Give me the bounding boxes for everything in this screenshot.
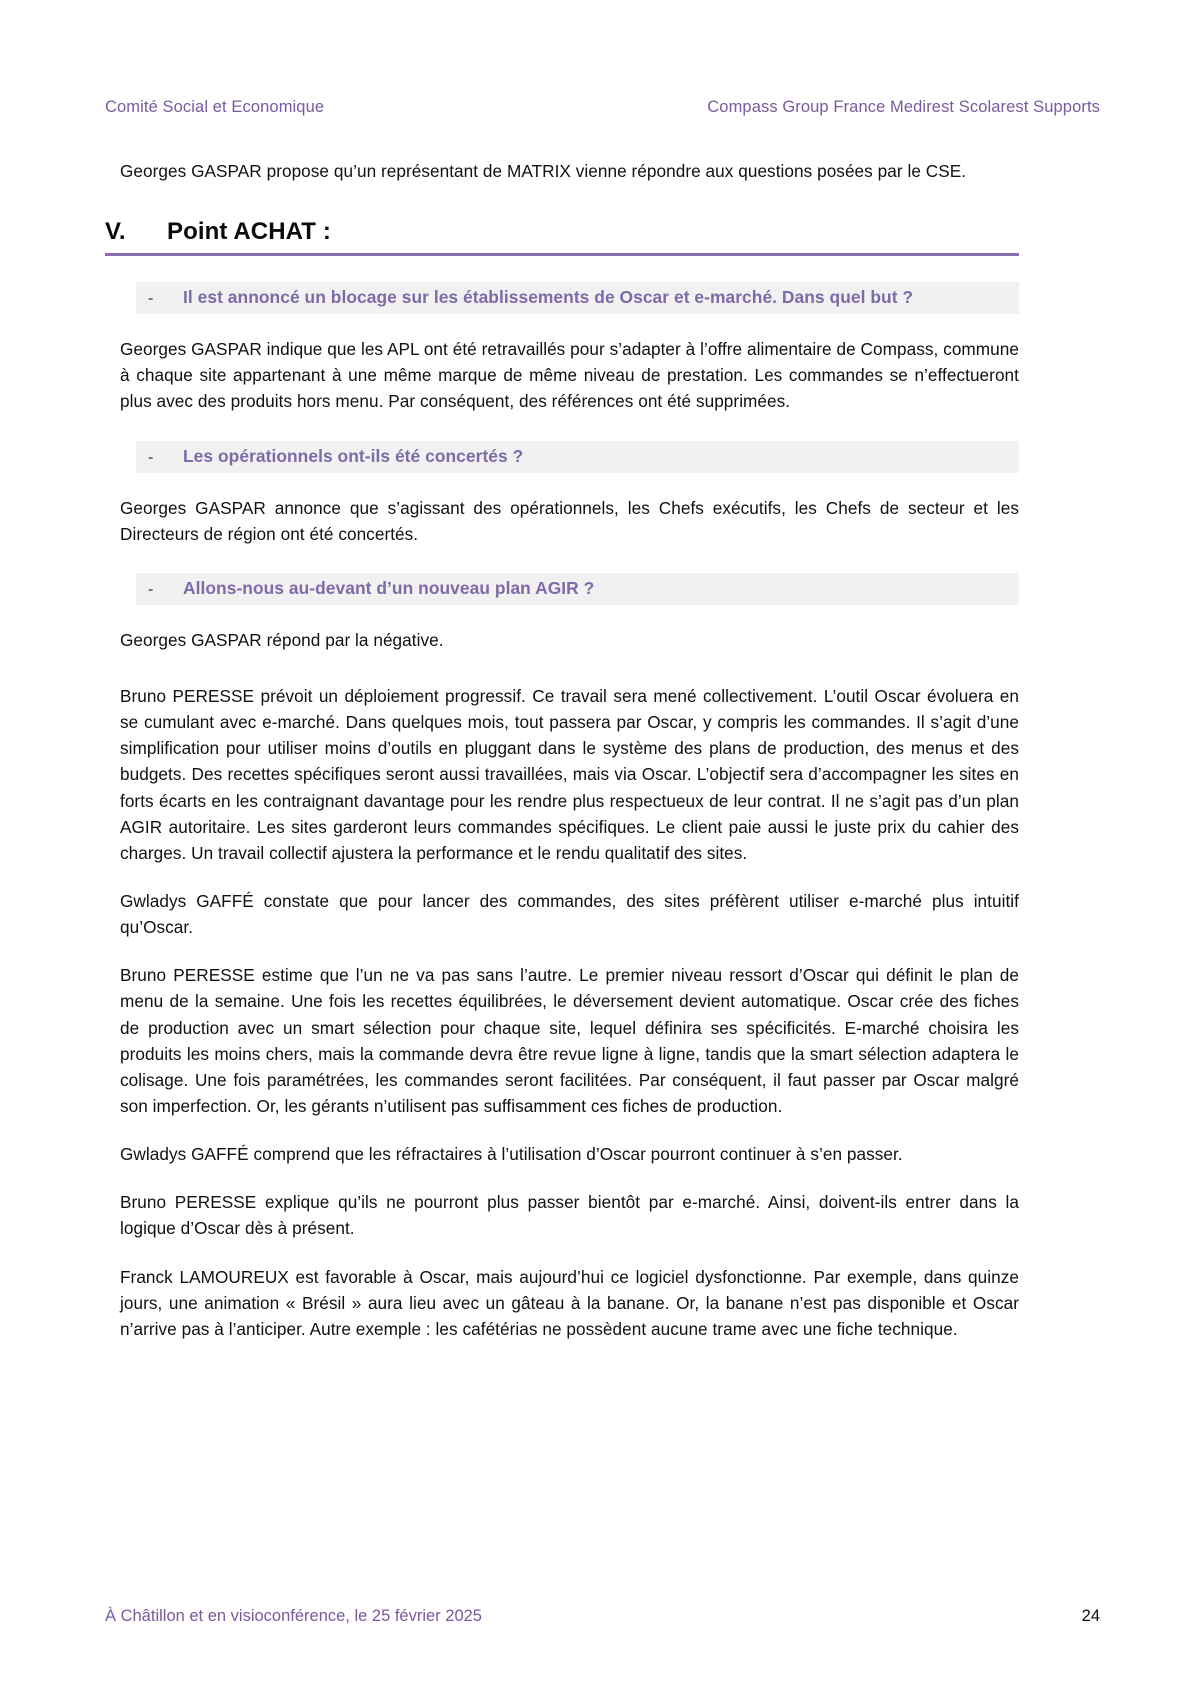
header-right-text: Compass Group France Medirest Scolarest Supports <box>707 98 1100 116</box>
question-text: Les opérationnels ont-ils été concertés ? <box>183 445 524 466</box>
document-footer <box>105 1607 1100 1626</box>
paragraph-4: Bruno PERESSE prévoit un déploiement progressif. Ce travail sera mené collectivement. L’outil Oscar évoluera en se cumulant avec e-marché. Dans quelques mois, tout passera par Oscar, y compris les commandes. Il s’agit d’une simplification pour utiliser moins d’outils en pluggant dans le système des plans de production, des menus et des budgets. Des recettes spécifiques seront aussi travaillées, mais via Oscar. L’objectif sera d’accompagner les sites en forts écarts en les contraignant davantage pour les rendre plus respectueux de leur contrat. Il ne s’agit pas d’un plan AGIR autoritaire. Les sites garderont leurs commandes spécifiques. Le client paie aussi le juste prix du cahier des charges. Un travail collectif ajustera la performance et le rendu qualitatif des sites. <box>120 685 1019 863</box>
paragraph-5: Gwladys GAFFÉ constate que pour lancer des commandes, des sites préfèrent utiliser e-marché plus intuitif qu’Oscar. <box>120 890 1019 938</box>
page-number: 24 <box>1081 1607 1100 1625</box>
question-text: Il est annoncé un blocage sur les établissements de Oscar et e-marché. Dans quel but ? <box>183 287 914 308</box>
bullet-dash-icon: - <box>148 290 154 308</box>
question-item <box>136 282 1019 314</box>
paragraph-3: Georges GASPAR répond par la négative. <box>120 629 444 650</box>
question-item <box>136 441 1019 473</box>
section-title: Point ACHAT : <box>167 218 331 246</box>
question-text: Allons-nous au-devant d’un nouveau plan AGIR ? <box>183 577 595 598</box>
header-left-text: Comité Social et Economique <box>105 98 325 116</box>
paragraph-9: Franck LAMOUREUX est favorable à Oscar, mais aujourd’hui ce logiciel dysfonctionne. Par exemple, dans quinze jours, une animation « Brésil » aura lieu avec un gâteau à la banane. Or, la banane n’est pas disponible et Oscar n’arrive pas à l’anticiper. Autre exemple : les cafétérias ne possèdent aucune trame avec une fiche technique. <box>120 1266 1019 1339</box>
paragraph-6: Bruno PERESSE estime que l’un ne va pas sans l’autre. Le premier niveau ressort d’Oscar qui définit le plan de menu de la semaine. Une fois les recettes équilibrées, le déversement devient automatique. Oscar crée des fiches de production avec un smart sélection pour chaque site, lequel définira ses spécificités. E-marché choisira les produits les moins chers, mais la commande devra être revue ligne à ligne, tandis que la smart sélection adaptera le colisage. Une fois paramétrées, les commandes seront facilitées. Par conséquent, il faut passer par Oscar malgré son imperfection. Or, les gérants n’utilisent pas suffisamment ces fiches de production. <box>120 965 1019 1116</box>
question-item <box>136 573 1019 605</box>
document-body <box>105 158 1019 1342</box>
paragraph-7: Gwladys GAFFÉ comprend que les réfractaires à l’utilisation d’Oscar pourront continuer à s’en passer. <box>120 1144 903 1165</box>
paragraph-1: Georges GASPAR indique que les APL ont été retravaillés pour s’adapter à l’offre alimentaire de Compass, commune à chaque site appartenant à une même marque de même niveau de prestation. Les commandes se n’effectueront plus avec des produits hors menu. Par conséquent, des références ont été supprimées. <box>120 339 1019 412</box>
section-divider <box>105 253 1019 256</box>
paragraph-8: Bruno PERESSE explique qu’ils ne pourront plus passer bientôt par e-marché. Ainsi, doivent-ils entrer dans la logique d’Oscar dès à présent. <box>120 1192 1019 1239</box>
bullet-dash-icon: - <box>148 448 154 466</box>
footer-location-date: À Châtillon et en visioconférence, le 25 février 2025 <box>105 1607 482 1625</box>
bullet-dash-icon: - <box>148 580 154 598</box>
section-number: V. <box>105 218 126 246</box>
intro-paragraph: Georges GASPAR propose qu’un représentant de MATRIX vienne répondre aux questions posées par le CSE. <box>120 161 967 181</box>
paragraph-2: Georges GASPAR annonce que s’agissant des opérationnels, les Chefs exécutifs, les Chefs de secteur et les Directeurs de région ont été concertés. <box>120 497 1019 544</box>
section-heading <box>105 218 1019 246</box>
document-header <box>105 98 1100 117</box>
